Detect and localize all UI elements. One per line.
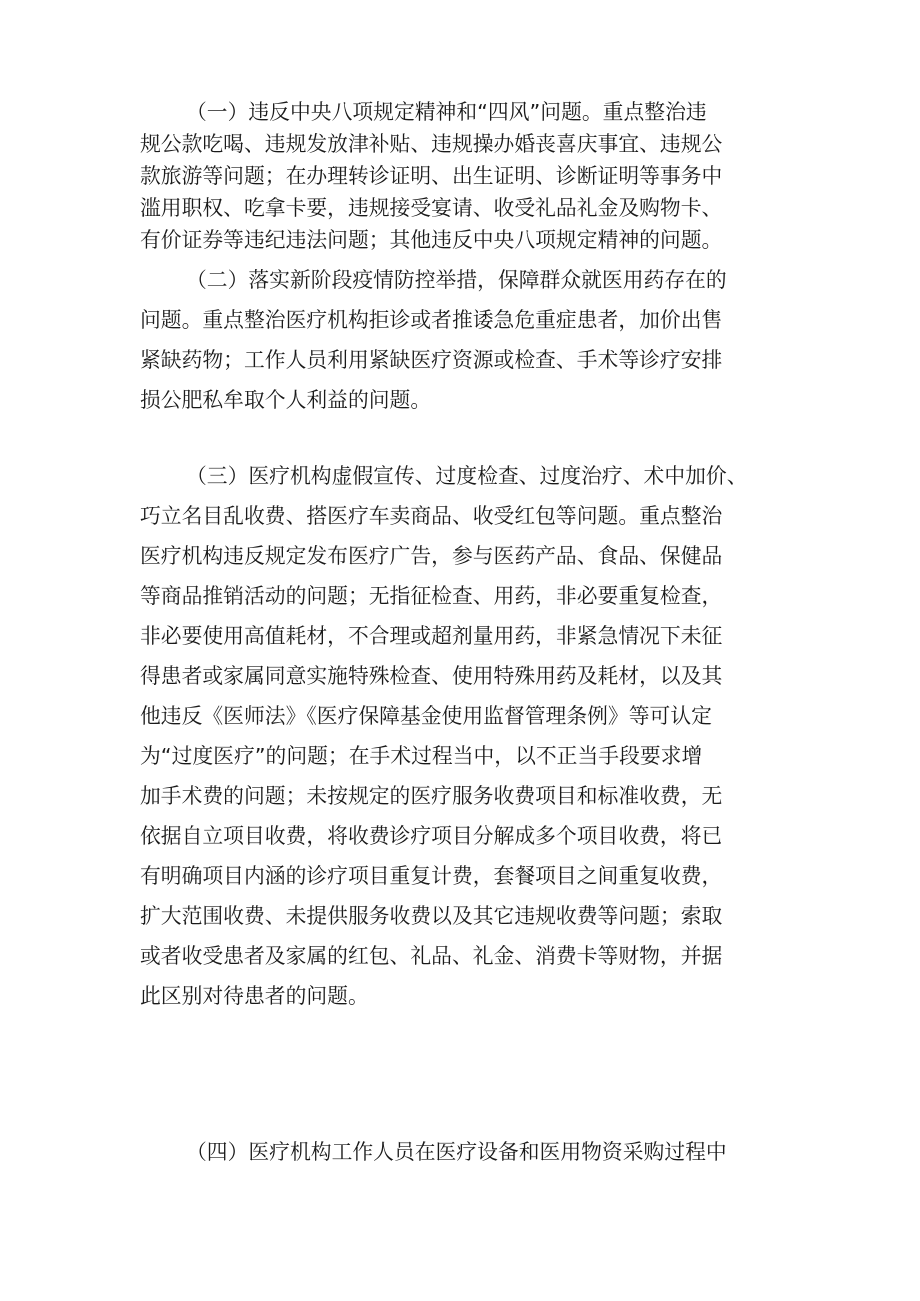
paragraph-line: 款旅游等问题；在办理转诊证明、出生证明、诊断证明等事务中 bbox=[140, 164, 723, 188]
paragraph-line: （三）医疗机构虚假宣传、过度检查、过度治疗、术中加价、 bbox=[186, 464, 748, 488]
paragraph-line: 他违反《医师法》《医疗保障基金使用监督管理条例》等可认定 bbox=[140, 704, 712, 728]
paragraph-line: （四）医疗机构工作人员在医疗设备和医用物资采购过程中 bbox=[186, 1140, 727, 1164]
paragraph-line: 问题。重点整治医疗机构拒诊或者推诿急危重症患者，加价出售 bbox=[140, 308, 723, 332]
paragraph-line: 巧立名目乱收费、搭医疗车卖商品、收受红包等问题。重点整治 bbox=[140, 504, 723, 528]
paragraph-2 bbox=[140, 260, 780, 420]
paragraph-1 bbox=[140, 96, 780, 256]
paragraph-line: 滥用职权、吃拿卡要，违规接受宴请、收受礼品礼金及购物卡、 bbox=[140, 196, 723, 220]
paragraph-line: 加手术费的问题；未按规定的医疗服务收费项目和标准收费，无 bbox=[140, 784, 723, 808]
paragraph-line: 规公款吃喝、违规发放津补贴、违规操办婚丧喜庆事宜、违规公 bbox=[140, 132, 723, 156]
paragraph-3 bbox=[140, 456, 780, 1016]
paragraph-line: 此区别对待患者的问题。 bbox=[140, 984, 369, 1008]
paragraph-line: 为“过度医疗”的问题；在手术过程当中，以不正当手段要求增 bbox=[140, 744, 703, 768]
paragraph-line: 损公肥私牟取个人利益的问题。 bbox=[140, 388, 432, 412]
paragraph-line: 等商品推销活动的问题；无指征检查、用药，非必要重复检查， bbox=[140, 584, 723, 608]
paragraph-line: 扩大范围收费、未提供服务收费以及其它违规收费等问题；索取 bbox=[140, 904, 723, 928]
paragraph-line: 依据自立项目收费，将收费诊疗项目分解成多个项目收费，将已 bbox=[140, 824, 723, 848]
paragraph-line: （二）落实新阶段疫情防控举措，保障群众就医用药存在的 bbox=[186, 268, 727, 292]
paragraph-line: 有价证券等违纪违法问题；其他违反中央八项规定精神的问题。 bbox=[140, 228, 723, 252]
paragraph-line: 或者收受患者及家属的红包、礼品、礼金、消费卡等财物，并据 bbox=[140, 944, 723, 968]
paragraph-line: 得患者或家属同意实施特殊检查、使用特殊用药及耗材，以及其 bbox=[140, 664, 723, 688]
paragraph-line: 紧缺药物；工作人员利用紧缺医疗资源或检查、手术等诊疗安排 bbox=[140, 348, 723, 372]
paragraph-line: 有明确项目内涵的诊疗项目重复计费，套餐项目之间重复收费， bbox=[140, 864, 723, 888]
paragraph-line: 医疗机构违反规定发布医疗广告，参与医药产品、食品、保健品 bbox=[140, 544, 723, 568]
paragraph-line: 非必要使用高值耗材，不合理或超剂量用药，非紧急情况下未征 bbox=[140, 624, 723, 648]
paragraph-line: （一）违反中央八项规定精神和“四风”问题。重点整治违 bbox=[186, 100, 707, 124]
paragraph-4 bbox=[140, 1132, 780, 1172]
